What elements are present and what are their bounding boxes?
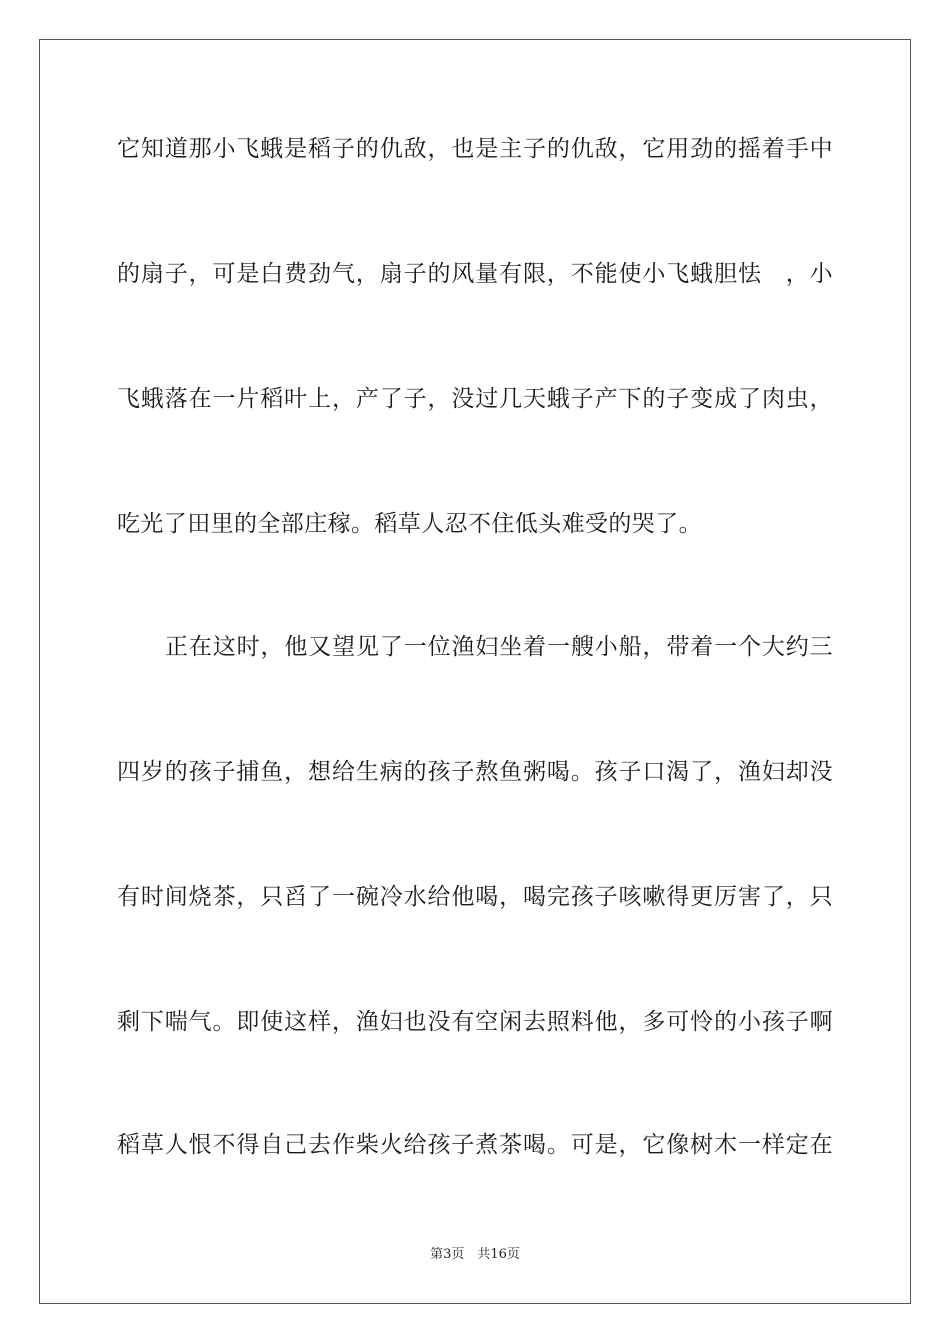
page-border bbox=[39, 39, 911, 1304]
page-number-footer: 第3页 共16页 bbox=[430, 1247, 520, 1262]
text-line: 稻草人恨不得自己去作柴火给孩子煮茶喝。可是，它像树木一样定在 bbox=[117, 1132, 833, 1158]
text-line: 的扇子，可是白费劲气，扇子的风量有限，不能使小飞蛾胆怯 ，小 bbox=[117, 261, 833, 287]
text-line: 飞蛾落在一片稻叶上，产了子，没过几天蛾子产下的子变成了肉虫， bbox=[117, 386, 833, 412]
text-line: 有时间烧茶，只舀了一碗冷水给他喝，喝完孩子咳嗽得更厉害了，只 bbox=[117, 884, 833, 910]
text-line: 四岁的孩子捕鱼，想给生病的孩子熬鱼粥喝。孩子口渴了，渔妇却没 bbox=[117, 759, 833, 785]
text-line-paragraph-start: 正在这时，他又望见了一位渔妇坐着一艘小船，带着一个大约三 bbox=[165, 634, 833, 660]
text-line-paragraph-end: 吃光了田里的全部庄稼。稻草人忍不住低头难受的哭了。 bbox=[117, 511, 702, 537]
text-line: 它知道那小飞蛾是稻子的仇敌，也是主子的仇敌，它用劲的摇着手中 bbox=[117, 136, 833, 162]
text-line: 剩下喘气。即使这样，渔妇也没有空闲去照料他，多可怜的小孩子啊 bbox=[117, 1009, 833, 1035]
